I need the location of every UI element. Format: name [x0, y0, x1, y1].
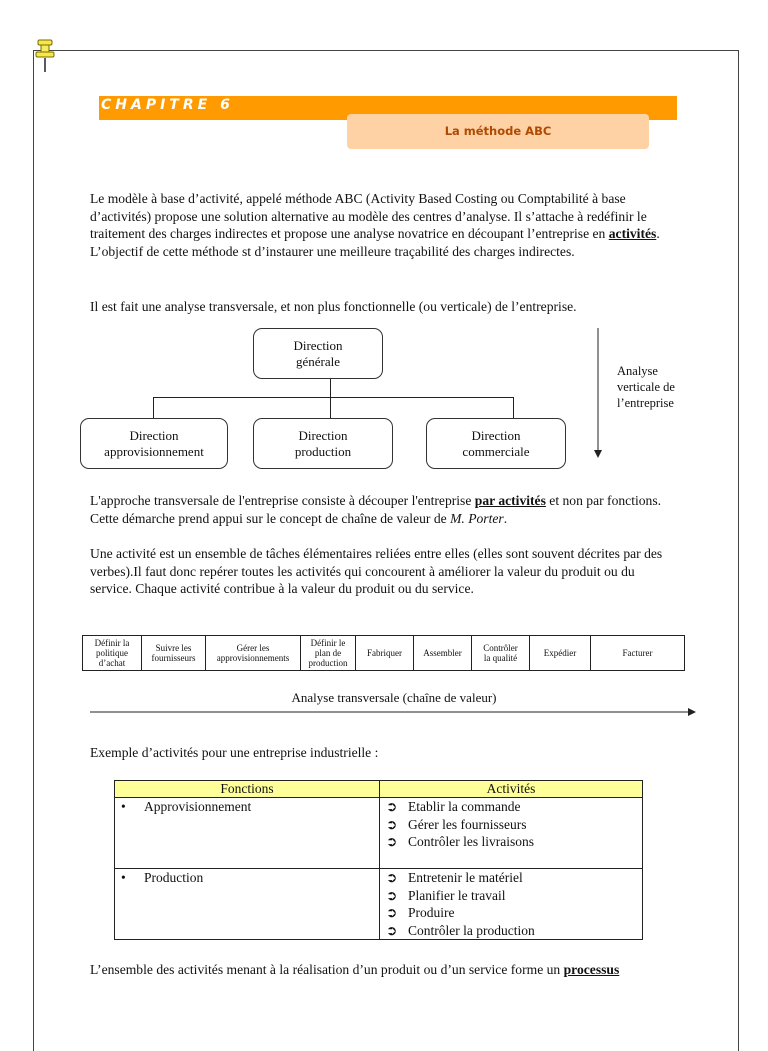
chapter-title: CHAPITRE 6 [101, 97, 234, 113]
org-connector [330, 397, 331, 419]
fonction-cell: • Approvisionnement [115, 798, 380, 869]
activity-paragraph: Une activité est un ensemble de tâches élémentaires reliées entre elles (elles sont souvent décrites par des verbes).Il faut donc repérer toutes les activités qui concourent à améliorer la valeur du produit ou du service. Chaque activité contribue à la valeur du produit ou du service. [90, 546, 663, 596]
org-connector [153, 397, 513, 398]
arrow-bullet-icon: ➲ [386, 799, 398, 814]
activites-cell [380, 798, 643, 869]
value-chain-label: Analyse transversale (chaîne de valeur) [291, 690, 497, 705]
transversal-paragraph: Il est fait une analyse transversale, et non plus fonctionnelle (ou verticale) de l’entreprise. [90, 299, 577, 314]
org-box-approvisionnement: Direction approvisionnement [80, 418, 228, 469]
chain-cell: Contrôler la qualité [472, 636, 530, 671]
org-box-production: Direction production [253, 418, 393, 469]
org-box-direction-generale: Direction générale [253, 328, 383, 379]
example-intro: Exemple d’activités pour une entreprise industrielle : [90, 745, 379, 760]
chain-cell: Assembler [414, 636, 472, 671]
table-row [115, 869, 643, 940]
activities-table [114, 780, 643, 940]
arrow-bullet-icon: ➲ [386, 816, 398, 832]
chain-cell: Facturer [591, 636, 685, 671]
arrow-bullet-icon: ➲ [386, 870, 398, 885]
chain-cell: Gérer les approvisionnements [206, 636, 301, 671]
arrow-bullet-icon: ➲ [386, 887, 398, 903]
chain-cell: Définir le plan de production [301, 636, 356, 671]
chapter-subtitle: La méthode ABC [444, 124, 552, 138]
chain-cell: Définir la politique d’achat [83, 636, 142, 671]
arrow-bullet-icon: ➲ [386, 834, 398, 849]
table-row [115, 798, 643, 869]
org-connector [153, 397, 154, 419]
org-connector [330, 378, 331, 397]
value-chain-table [82, 635, 685, 671]
arrow-bullet-icon: ➲ [386, 905, 398, 920]
list-item: ➲ Contrôler la production [380, 922, 642, 940]
list-item: ➲ Entretenir le matériel [380, 869, 642, 887]
chain-cell: Expédier [530, 636, 591, 671]
org-box-commerciale: Direction commerciale [426, 418, 566, 469]
chain-cell: Suivre les fournisseurs [142, 636, 206, 671]
org-connector [513, 397, 514, 419]
vertical-arrow [592, 328, 604, 460]
header-fonctions: Fonctions [115, 781, 380, 798]
list-item: ➲ Etablir la commande [380, 798, 642, 816]
value-chain-row [83, 636, 685, 671]
list-item: ➲ Planifier le travail [380, 887, 642, 905]
list-item: ➲ Contrôler les livraisons [380, 833, 642, 851]
pushpin-icon [34, 38, 56, 74]
list-item: ➲ Gérer les fournisseurs [380, 816, 642, 834]
fonction-cell: • Production [115, 869, 380, 940]
intro-paragraph: Le modèle à base d’activité, appelé méthode ABC (Activity Based Costing ou Comptabilité à base d’activités) propose une solution alternative au modèle des centres d’analyse. Il s’attache à redéfinir le traitement des charges indirectes et propose une analyse novatrice en découpant l’entreprise en activités. L’objectif de cette méthode st d’instaurer une meilleure traçabilité des charges indirectes. [90, 191, 660, 259]
list-item: ➲ Produire [380, 904, 642, 922]
activites-cell [380, 869, 643, 940]
arrow-bullet-icon: ➲ [386, 922, 398, 938]
chain-cell: Fabriquer [356, 636, 414, 671]
horizontal-arrow [90, 707, 698, 717]
conclusion-paragraph: L’ensemble des activités menant à la réalisation d’un produit ou d’un service forme un processus [90, 962, 620, 977]
approach-paragraph: L'approche transversale de l'entreprise consiste à découper l'entreprise par activités et non par fonctions. Cette démarche prend appui sur le concept de chaîne de valeur de M. Porter. [90, 493, 662, 526]
header-activites: Activités [380, 781, 643, 798]
table-header-row [115, 781, 643, 798]
vertical-analysis-label: Analyse verticale de l’entreprise [617, 364, 675, 410]
subtitle-box [347, 114, 649, 149]
